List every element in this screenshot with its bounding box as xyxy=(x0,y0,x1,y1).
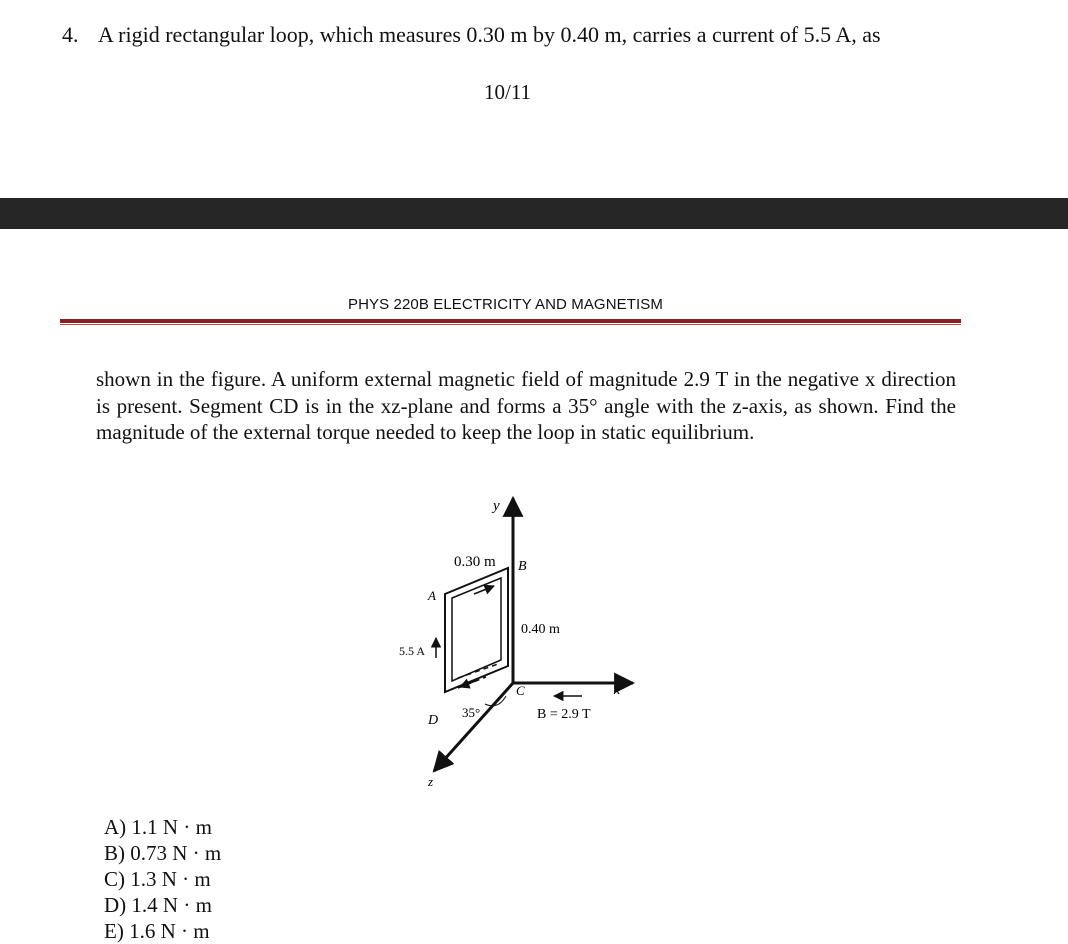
answer-c[interactable]: C) 1.3 N · m xyxy=(104,867,211,891)
z-axis-label: z xyxy=(428,774,434,789)
course-header: PHYS 220B ELECTRICITY AND MAGNETISM xyxy=(348,296,663,313)
corner-a-label: A xyxy=(428,588,436,603)
width-label: 0.30 m xyxy=(454,554,496,570)
question-number: 4. xyxy=(62,22,79,47)
answer-b[interactable]: B) 0.73 N · m xyxy=(104,841,222,865)
header-rule-thin xyxy=(60,324,961,325)
y-axis-label: y xyxy=(493,498,500,514)
corner-b-label: B xyxy=(518,559,527,574)
answer-d[interactable]: D) 1.4 N · m xyxy=(104,893,212,917)
header-rule xyxy=(60,319,961,323)
page-divider-bar xyxy=(0,198,1068,229)
current-label: 5.5 A xyxy=(399,644,426,658)
x-axis-label: x xyxy=(614,683,621,698)
field-label: B = 2.9 T xyxy=(537,707,591,722)
z-axis xyxy=(434,683,513,771)
height-label: 0.40 m xyxy=(521,622,560,637)
loop-figure xyxy=(390,488,650,805)
loop-outline xyxy=(445,568,508,692)
question-text-line1: A rigid rectangular loop, which measures 0.30 m by 0.40 m, carries a current of 5.5 A, as xyxy=(98,22,881,47)
corner-c-label: C xyxy=(516,683,525,698)
corner-d-label: D xyxy=(428,713,439,728)
angle-label: 35° xyxy=(462,705,481,720)
page-number: 10/11 xyxy=(484,80,532,104)
question-line xyxy=(62,22,881,48)
question-continuation: shown in the figure. A uniform external magnetic field of magnitude 2.9 T in the negative x direction is present. Segment CD is in the xz-plane and forms a 35° angle with the z-axis, as shown. Find the magnitude of the external torque needed to keep the loop in static equilibrium. xyxy=(96,367,956,444)
answer-a[interactable]: A) 1.1 N · m xyxy=(104,815,212,839)
answer-e[interactable]: E) 1.6 N · m xyxy=(104,919,210,943)
answer-choices xyxy=(104,814,221,944)
